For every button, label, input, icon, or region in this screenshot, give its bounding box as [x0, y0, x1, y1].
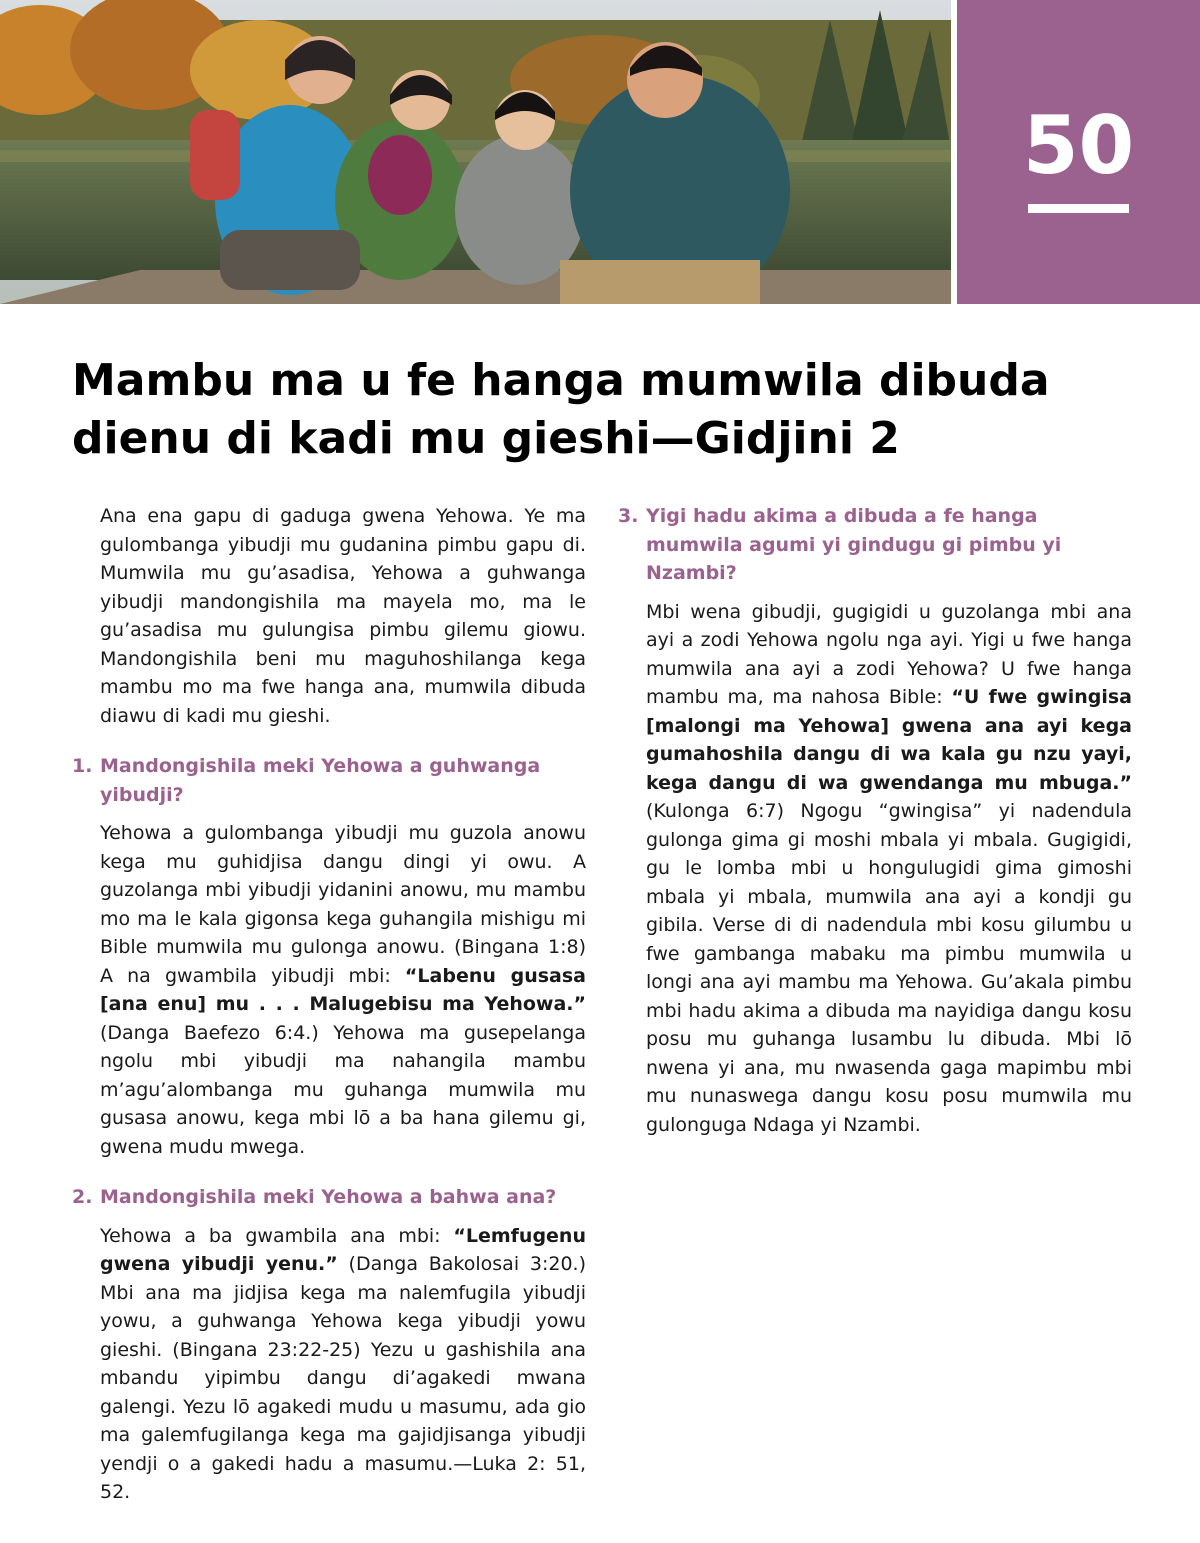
section-2-text-a: Yehowa a ba gwambila ana mbi:	[100, 1224, 454, 1247]
section-3-question	[618, 502, 1132, 588]
section-1-question	[72, 752, 586, 809]
section-1-paragraph	[100, 819, 586, 1161]
section-1-text-b: (Danga Baefezo 6:4.) Yehowa ma gusepelanga ngolu mbi yibudji ma nahangila mambu m’agu’alombanga mu guhanga mumwila mu gusasa anowu, kega mbi lō a ba hana gilemu gi, gwena mudu mwega.	[100, 1021, 586, 1158]
intro-paragraph: Ana ena gapu di gaduga gwena Yehowa. Ye ma gulombanga yibudji mu gudanina pimbu gapu di. Mumwila mu gu’asadisa, Yehowa a guhwanga yibudji mandongishila ma mayela mo, ma le gu’asadisa mu gulungisa pimbu gilemu giowu. Mandongishila beni mu maguhoshilanga kega mambu mo ma fwe hanga ana, mumwila dibuda diawu di kadi mu gieshi.	[100, 505, 586, 727]
left-column	[72, 502, 586, 1507]
section-3-text-b: (Kulonga 6:7) Ngogu “gwingisa” yi nadendula gulonga gima gi moshi mbala yi mbala. Gugigidi, gu le lomba mbi u hongulugidi gima gimoshi mbala yi mbala, mumwila ana ayi a kondji gu gibila. Verse di di nadendula mbi kosu gilumbu u fwe gambanga mabaku ma pimbu mumwila u longi ana ayi mambu ma Yehowa. Gu’akala pimbu mbi hadu akima a dibuda ma nayidiga dangu kosu posu mu guhanga lusambu lu dibuda. Mbi lō nwena yi ana, mu nwasenda gaga mapimbu mbi mu nunaswega dangu kosu posu mumwila mu gulonguga Ndaga yi Nzambi.	[646, 800, 1132, 1136]
section-2-paragraph	[100, 1222, 586, 1507]
section-1-question-text: Mandongishila meki Yehowa a guhwanga yibudji?	[100, 755, 541, 806]
section-3-text-a: Mbi wena gibudji, gugigidi u guzolanga mbi ana ayi a zodi Yehowa ngolu nga ayi. Yigi u fwe hanga mumwila ana ayi a zodi Yehowa? U fwe hanga mambu ma, ma nahosa Bible:	[646, 600, 1132, 708]
lesson-number-box	[957, 0, 1200, 304]
page-title: Mambu ma u fe hanga mumwila dibuda dienu di kadi mu gieshi—Gidjini 2	[72, 355, 1050, 464]
section-3-paragraph	[646, 598, 1132, 1140]
section-2-question	[72, 1183, 586, 1212]
section-3-quote: “U fwe gwingisa [malongi ma Yehowa] gwena ana ayi kega gumahoshila dangu di wa kala gu nzu yayi, kega dangu di wa gwendanga mu mbuga.”	[646, 686, 1132, 794]
right-column	[618, 502, 1132, 1139]
section-2-question-text: Mandongishila meki Yehowa a bahwa ana?	[100, 1186, 557, 1208]
section-3-question-text: Yigi hadu akima a dibuda a fe hanga mumwila agumi yi gindugu gi pimbu yi Nzambi?	[646, 505, 1062, 584]
section-1-text-a: Yehowa a gulombanga yibudji mu guzola anowu kega mu guhidjisa dangu dingi yi owu. A guzolanga mbi yibudji yidanini anowu, mu mambu mo ma le kala gigonsa kega guhangila mishigu mi Bible mumwila mu gulonga anowu. (Bingana 1:8) A na gwambila yibudji mbi:	[100, 822, 586, 987]
section-2-quote: “Lemfugenu gwena yibudji yenu.”	[100, 1224, 586, 1275]
hero-illustration	[0, 0, 951, 304]
section-2-number: 2.	[72, 1186, 93, 1208]
section-2-text-b: (Danga Bakolosai 3:20.) Mbi ana ma jidjisa kega ma nalemfugila yibudji yowu, a guhwanga Yehowa kega yibudji yowu gieshi. (Bingana 23:22-25) Yezu u gashishila ana mbandu yipimbu dangu di’agakedi mwana galengi. Yezu lō agakedi mudu u masumu, ada gio ma galemfugilanga kega ma gajidjisanga yibudji yendji o a gakedi hadu a masumu.—Luka 2: 51, 52.	[100, 1253, 586, 1503]
section-1-quote: “Labenu gusasa [ana enu] mu . . . Malugebisu ma Yehowa.”	[100, 964, 586, 1015]
section-1-number: 1.	[72, 755, 93, 777]
section-3-number: 3.	[618, 505, 639, 527]
lesson-number: 50	[1022, 99, 1135, 192]
hero-photo	[0, 0, 951, 304]
lesson-number-underline	[1028, 204, 1129, 213]
